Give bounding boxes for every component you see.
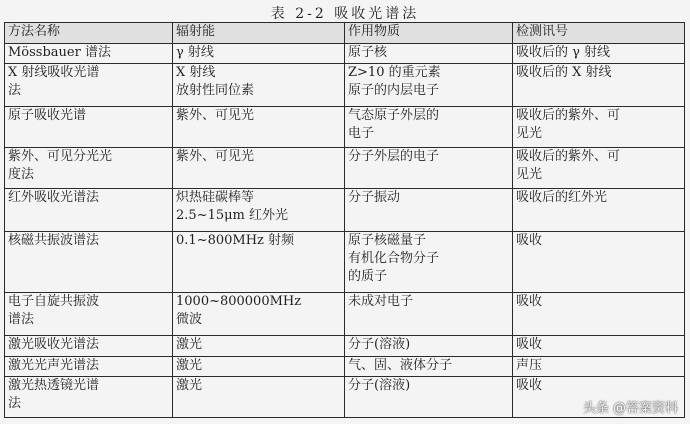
table-row	[5, 189, 685, 232]
table-cell: 吸收	[513, 293, 685, 336]
table-cell: Mössbauer 谱法	[5, 44, 173, 64]
table-cell: X 射线 放射性同位素	[173, 64, 345, 107]
header-method: 方法名称	[5, 23, 173, 44]
table-cell: 0.1~800MHz 射频	[173, 231, 345, 292]
table-cell: 吸收	[513, 336, 685, 356]
table-cell: 紫外、可见光	[173, 107, 345, 148]
table-cell: 核磁共振波谱法	[5, 231, 173, 292]
table-row	[5, 107, 685, 148]
table-cell: 紫外、可见光	[173, 148, 345, 189]
table-row	[5, 64, 685, 107]
table-cell: 气态原子外层的 电子	[345, 107, 513, 148]
table-cell: 激光	[173, 336, 345, 356]
table-cell: 吸收后的 X 射线	[513, 64, 685, 107]
table-cell: 吸收后的紫外、可 见光	[513, 107, 685, 148]
absorption-spectroscopy-table	[4, 22, 685, 418]
table-cell: X 射线吸收光谱 法	[5, 64, 173, 107]
table-row	[5, 148, 685, 189]
watermark: 头条 @答案资料	[582, 401, 678, 416]
table-cell: 吸收后的 γ 射线	[513, 44, 685, 64]
table-cell: 分子(溶液)	[345, 336, 513, 356]
table-cell: 分子振动	[345, 189, 513, 232]
table-cell: 未成对电子	[345, 293, 513, 336]
table-cell: 红外吸收光谱法	[5, 189, 173, 232]
header-radiation: 辐射能	[173, 23, 345, 44]
table-cell: 气、固、液体分子	[345, 356, 513, 376]
table-cell: 吸收	[513, 231, 685, 292]
header-substance: 作用物质	[345, 23, 513, 44]
table-cell: 1000~800000MHz 微波	[173, 293, 345, 336]
table-cell: 原子吸收光谱	[5, 107, 173, 148]
table-cell: 吸收后的红外光	[513, 189, 685, 232]
table-title: 表 2-2 吸收光谱法	[270, 6, 420, 22]
table-row	[5, 293, 685, 336]
table-cell: 激光	[173, 377, 345, 418]
table-cell: 电子自旋共振波 谱法	[5, 293, 173, 336]
table-row	[5, 336, 685, 356]
table-cell: 原子核磁量子 有机化合物分子 的质子	[345, 231, 513, 292]
table-cell: 激光光声光谱法	[5, 356, 173, 376]
table-cell: 吸收	[513, 377, 685, 418]
table-cell: 激光	[173, 356, 345, 376]
table-cell: Z>10 的重元素 原子的内层电子	[345, 64, 513, 107]
header-signal: 检测讯号	[513, 23, 685, 44]
table-cell: 声压	[513, 356, 685, 376]
table-cell: 分子外层的电子	[345, 148, 513, 189]
header-row	[5, 23, 685, 44]
table-cell: 原子核	[345, 44, 513, 64]
table-cell: 激光吸收光谱法	[5, 336, 173, 356]
table-cell: 激光热透镜光谱 法	[5, 377, 173, 418]
table-cell: 分子(溶液)	[345, 377, 513, 418]
table-cell: 炽热硅碳棒等 2.5~15μm 红外光	[173, 189, 345, 232]
table-cell: γ 射线	[173, 44, 345, 64]
table-cell: 吸收后的紫外、可 见光	[513, 148, 685, 189]
table-cell: 紫外、可见分光光 度法	[5, 148, 173, 189]
table-row	[5, 231, 685, 292]
table-row	[5, 44, 685, 64]
table-row	[5, 356, 685, 376]
